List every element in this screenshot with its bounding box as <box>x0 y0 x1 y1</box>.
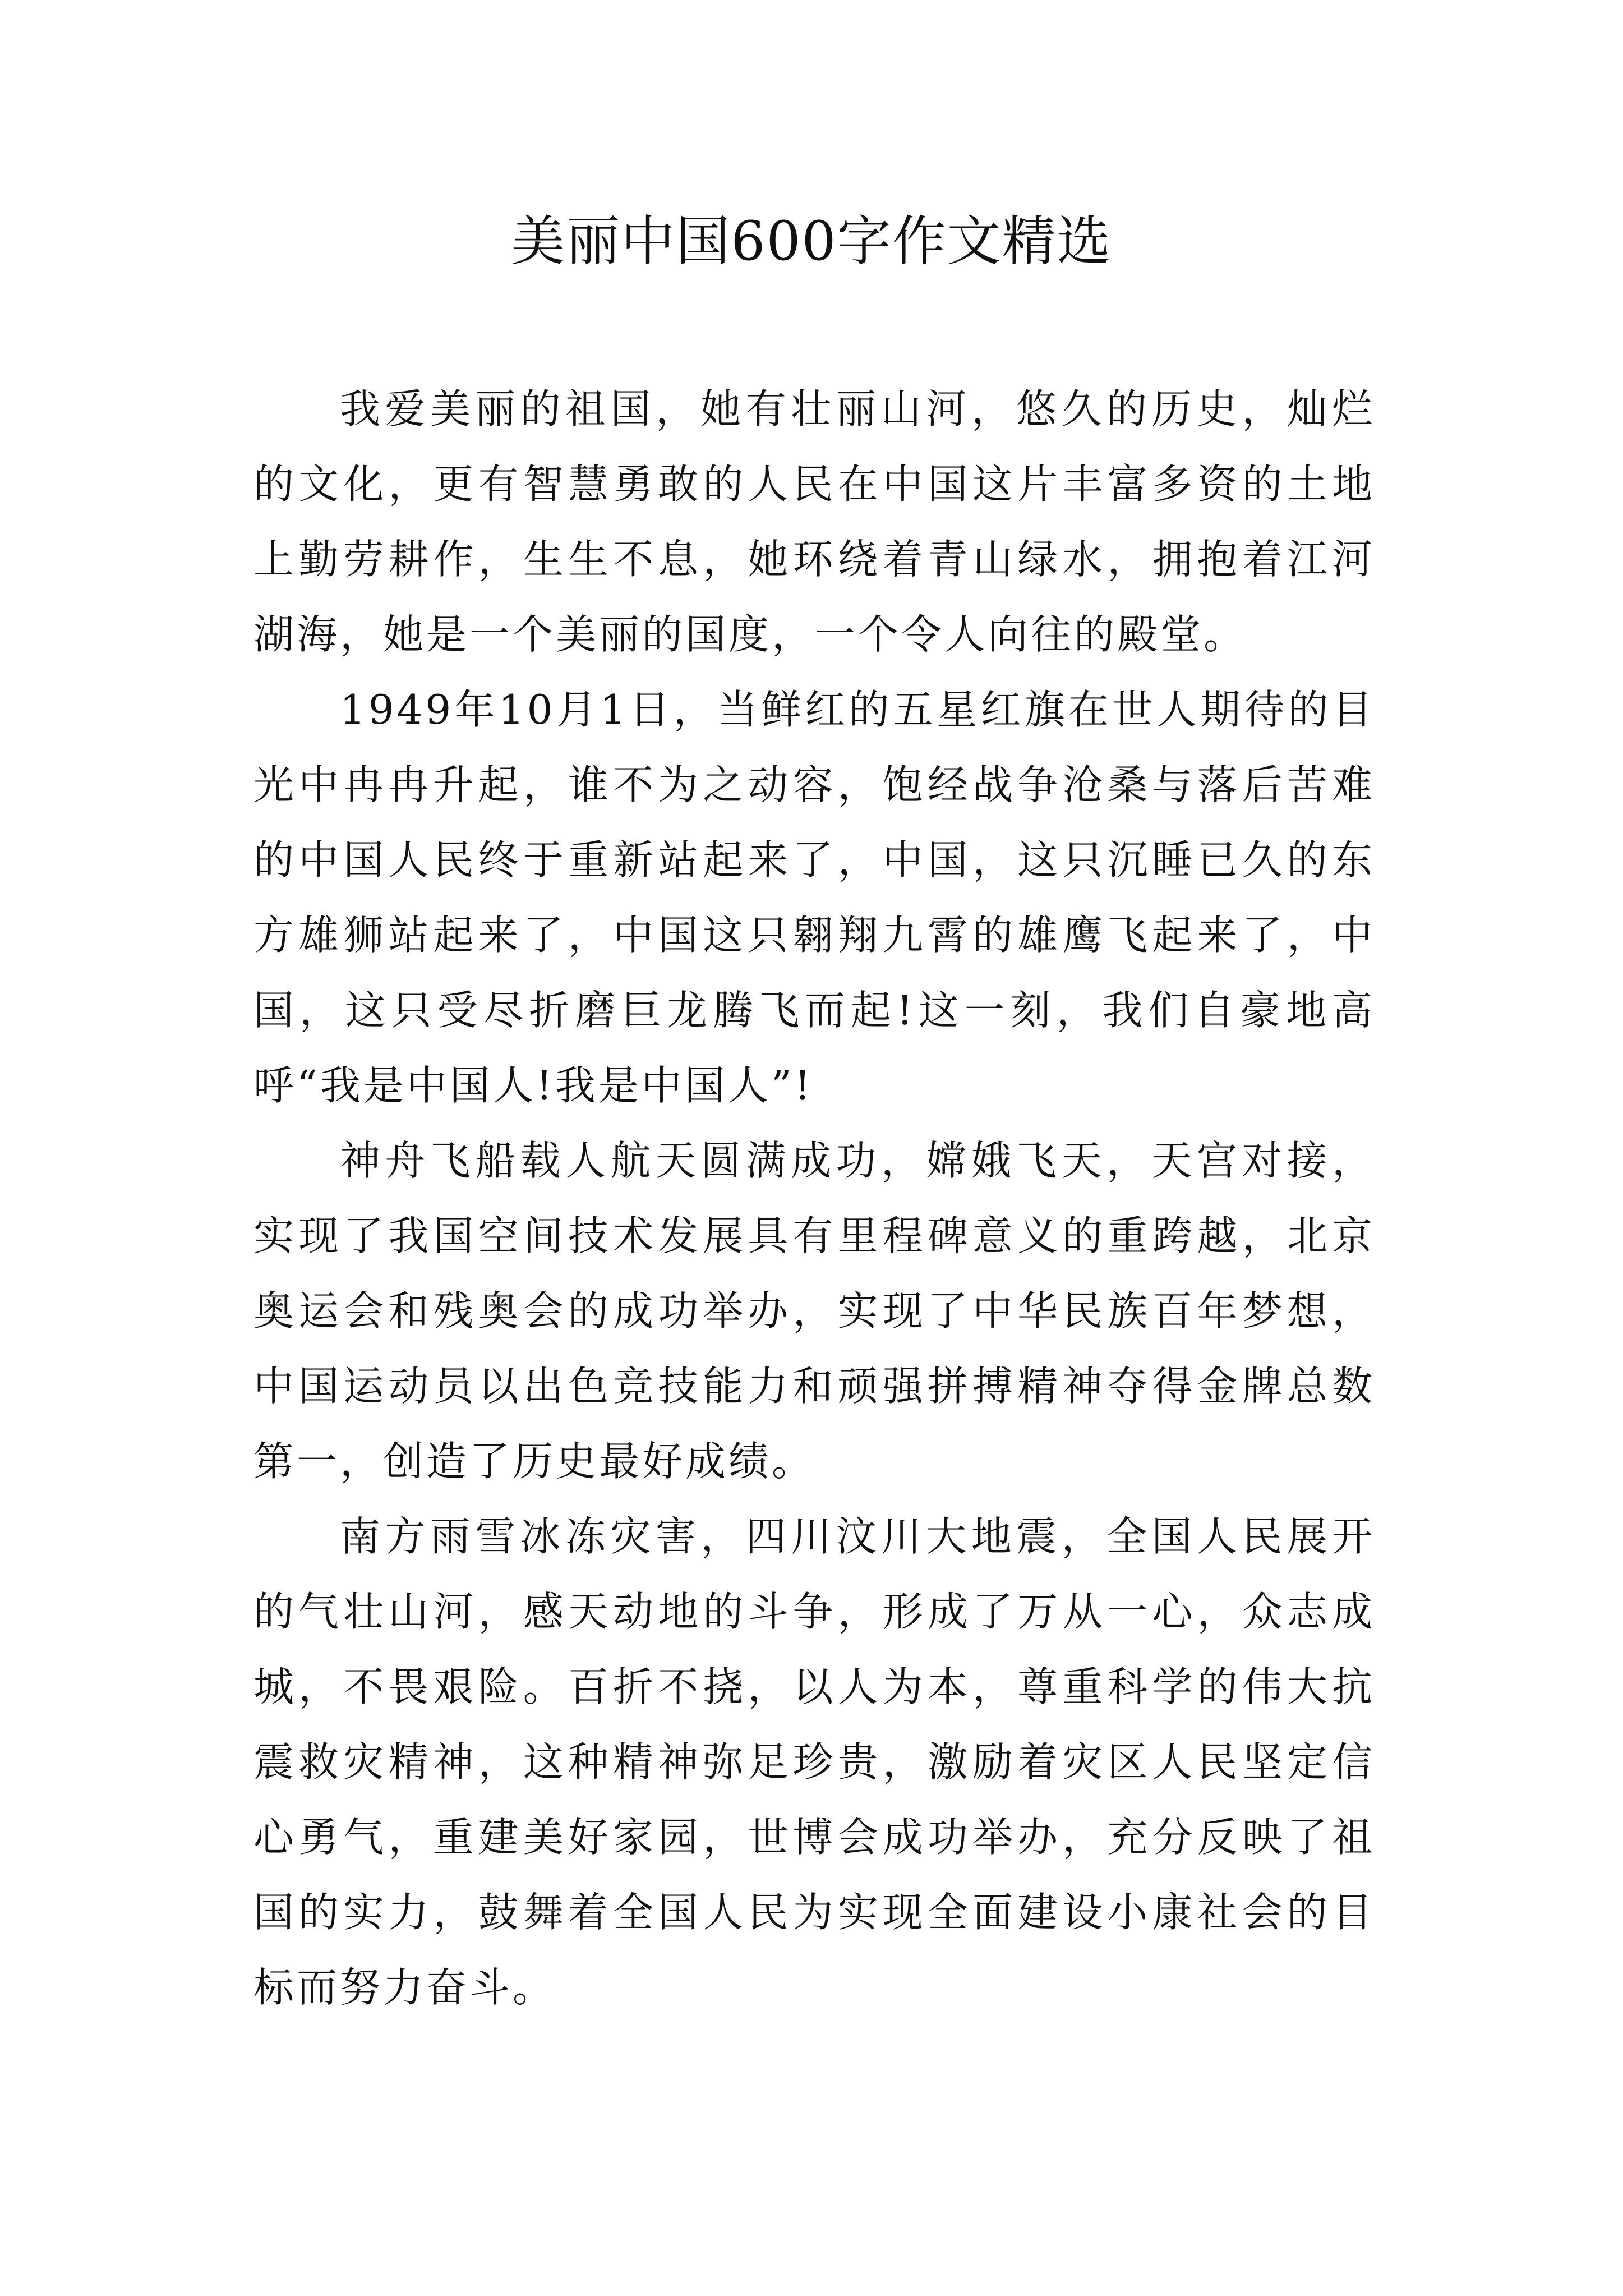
document-title: 美丽中国600字作文精选 <box>511 210 1112 273</box>
paragraph: 南方雨雪冰冻灾害，四川汶川大地震，全国人民展开的气壮山河，感天动地的斗争，形成了万从一心，众志成城，不畏艰险。百折不挠，以人为本，尊重科学的伟大抗震救灾精神，这种精神弥足珍贵，激励着灾区人民坚定信心勇气，重建美好家园，世博会成功举办，充分反映了祖国的实力，鼓舞着全国人民为实现全面建设小康社会的目标而努力奋斗。 <box>253 1513 1375 2011</box>
paragraph: 神舟飞船载人航天圆满成功，嫦娥飞天，天宫对接，实现了我国空间技术发展具有里程碑意义的重跨越，北京奥运会和残奥会的成功举办，实现了中华民族百年梦想，中国运动员以出色竞技能力和顽强拼搏精神夺得金牌总数第一，创造了历史最好成绩。 <box>253 1137 1375 1485</box>
document-body <box>253 371 1375 2025</box>
paragraph: 1949年10月1日，当鲜红的五星红旗在世人期待的目光中冉冉升起，谁不为之动容，饱经战争沧桑与落后苦难的中国人民终于重新站起来了，中国，这只沉睡已久的东方雄狮站起来了，中国这只翱翔九霄的雄鹰飞起来了，中国，这只受尽折磨巨龙腾飞而起!这一刻，我们自豪地高呼“我是中国人!我是中国人”! <box>253 686 1375 1109</box>
paragraph: 我爱美丽的祖国，她有壮丽山河，悠久的历史，灿烂的文化，更有智慧勇敢的人民在中国这片丰富多资的土地上勤劳耕作，生生不息，她环绕着青山绿水，拥抱着江河湖海，她是一个美丽的国度，一个令人向往的殿堂。 <box>253 385 1375 658</box>
